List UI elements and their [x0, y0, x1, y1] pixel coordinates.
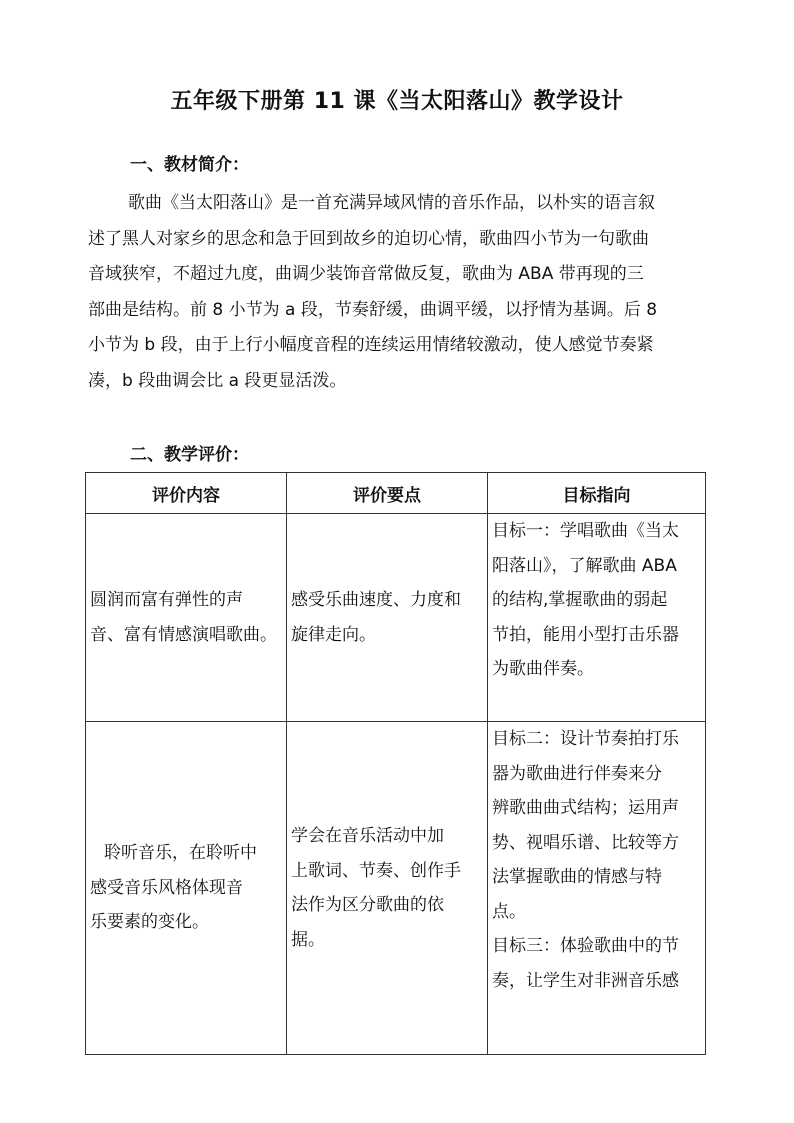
evaluation-table [85, 472, 706, 1055]
intro-line: 小节为 b 段，由于上行小幅度音程的连续运用情绪较激动，使人感觉节奏紧 [88, 335, 654, 356]
section-heading-intro: 一、教材简介： [130, 155, 249, 175]
intro-line: 述了黑人对家乡的思念和急于回到故乡的迫切心情，歌曲四小节为一句歌曲 [88, 228, 649, 249]
cell-line: 学会在音乐活动中加 [291, 826, 444, 846]
cell-line: 的结构,掌握歌曲的弱起 [492, 590, 668, 610]
header-evaluation-points: 评价要点 [287, 473, 488, 514]
cell-evaluation-content [86, 722, 287, 1055]
cell-line: 阳落山》，了解歌曲 ABA [492, 555, 677, 576]
cell-line: 感受乐曲速度、力度和 [291, 590, 461, 610]
cell-line: 法掌握歌曲的情感与特 [492, 867, 662, 887]
cell-line: 乐要素的变化。 [90, 912, 209, 933]
cell-evaluation-points [287, 514, 488, 722]
table-row [86, 514, 706, 722]
cell-line: 法作为区分歌曲的依 [291, 895, 444, 915]
cell-line: 目标三：体验歌曲中的节 [492, 936, 679, 956]
table-row [86, 722, 706, 1055]
header-target-direction: 目标指向 [488, 473, 706, 514]
cell-evaluation-points [287, 722, 488, 1055]
cell-line: 据。 [291, 929, 325, 950]
cell-line: 为歌曲伴奏。 [492, 659, 594, 679]
cell-evaluation-content [86, 514, 287, 722]
cell-line: 势、视唱乐谱、比较等方 [492, 832, 679, 853]
cell-target-direction [488, 722, 706, 1055]
cell-line: 目标二：设计节奏拍打乐 [492, 729, 679, 749]
cell-line: 感受音乐风格体现音 [90, 877, 243, 898]
cell-line: 奏，让学生对非洲音乐感 [492, 970, 679, 991]
document-title: 五年级下册第 11 课《当太阳落山》教学设计 [170, 89, 624, 114]
section-heading-evaluation: 二、教学评价： [130, 445, 249, 465]
intro-paragraph [88, 186, 708, 400]
intro-line: 音域狭窄，不超过九度，曲调少装饰音常做反复，歌曲为 ABA 带再现的三 [88, 264, 644, 285]
table-header-row [86, 473, 706, 514]
cell-line: 旋律走向。 [291, 624, 376, 645]
cell-line: 音、富有情感演唱歌曲。 [90, 624, 277, 645]
cell-line: 目标一：学唱歌曲《当太 [492, 521, 679, 541]
intro-line: 歌曲《当太阳落山》是一首充满异域风情的音乐作品，以朴实的语言叙 [128, 193, 655, 213]
cell-line: 辨歌曲曲式结构；运用声 [492, 798, 679, 818]
cell-line: 上歌词、节奏、创作手 [291, 860, 461, 881]
cell-line: 点。 [492, 901, 526, 922]
intro-line: 部曲是结构。前 8 小节为 a 段，节奏舒缓，曲调平缓，以抒情为基调。后 8 [88, 299, 658, 320]
cell-line: 聆听音乐，在聆听中 [104, 843, 257, 864]
header-evaluation-content: 评价内容 [86, 473, 287, 514]
cell-line: 圆润而富有弹性的声 [90, 590, 243, 610]
cell-target-direction [488, 514, 706, 722]
cell-line: 器为歌曲进行伴奏来分 [492, 763, 662, 784]
cell-line: 节拍，能用小型打击乐器 [492, 624, 679, 645]
intro-line: 凑，b 段曲调会比 a 段更显活泼。 [88, 370, 347, 391]
